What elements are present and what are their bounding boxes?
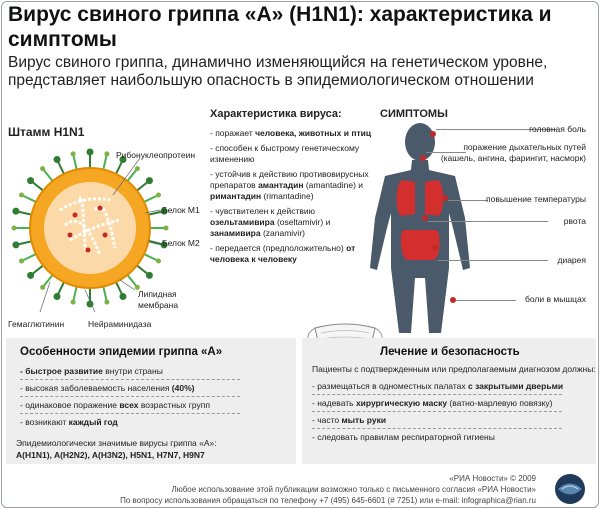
item-bold: мыть руки xyxy=(341,415,387,425)
symptoms-heading: СИМПТОМЫ xyxy=(380,108,448,120)
item-text: - способен к быстрому генетическому изменению xyxy=(210,143,360,164)
protein-dot xyxy=(103,233,108,238)
page-subtitle: Вирус свиного гриппа, динамично изменяющийся на генетическом уровне, представляет наибольшую опасность в эпидемиологическом отношении xyxy=(8,54,548,89)
virus-diagram xyxy=(0,140,210,330)
item-text: - передается (предположительно) xyxy=(210,243,347,253)
item-bold: - быстрое развитие xyxy=(20,366,103,376)
line-fever xyxy=(448,200,488,201)
item-text: - часто xyxy=(312,415,342,425)
virus-spike-head xyxy=(12,241,19,248)
epidemic-viruses-list: A(H1N1), A(H2N2), A(H3N2), H5N1, H7N7, H9N7 xyxy=(16,450,205,460)
label-neuraminidase: Нейраминидаза xyxy=(88,319,152,329)
virus-spike-head xyxy=(27,177,34,184)
epidemic-item xyxy=(20,414,240,430)
symptom-muscle: боли в мышцах xyxy=(525,294,586,304)
item-bold: всех xyxy=(119,400,139,410)
virus-spike-head xyxy=(164,226,169,231)
item-text: - возникают xyxy=(20,417,69,427)
virus-spike-head xyxy=(19,258,24,263)
item-text: (oseltamivir) и xyxy=(274,217,331,227)
line-vomit xyxy=(428,221,548,222)
item-bold: озельтамивира xyxy=(210,217,275,227)
footer-copyright: «РИА Новости» © 2009 xyxy=(449,474,536,483)
treatment-list xyxy=(312,378,562,445)
virus-spike-head xyxy=(146,272,153,279)
item-text: - размещаться в одноместных палатах xyxy=(312,381,468,391)
treatment-item xyxy=(312,412,562,429)
virus-spike-head xyxy=(12,226,17,231)
item-bold: человека, животных и птиц xyxy=(255,128,372,138)
label-lipid-1: Липидная xyxy=(138,289,177,299)
strain-label: Штамм H1N1 xyxy=(8,125,85,139)
page-title: Вирус свиного гриппа «А» (H1N1): характеристика и симптомы xyxy=(8,3,552,51)
treatment-item xyxy=(312,395,562,412)
epidemic-viruses-label: Эпидемиологически значимые вирусы гриппа «А»: xyxy=(16,438,217,448)
symptom-fever: повышение температуры xyxy=(486,194,586,204)
treatment-intro: Пациенты с подтвержденным или предполагаемым диагнозом должны: xyxy=(312,364,596,374)
epidemic-list xyxy=(20,363,240,430)
epidemic-title: Особенности эпидемии гриппа «А» xyxy=(20,346,223,358)
item-text: - поражает xyxy=(210,128,256,138)
label-protein-m2: Белок М2 xyxy=(162,238,200,248)
treatment-title: Лечение и безопасность xyxy=(380,346,520,358)
protein-dot xyxy=(98,206,103,211)
virus-spike-head xyxy=(71,300,76,305)
characteristics-heading: Характеристика вируса: xyxy=(210,108,342,120)
item-text: (amantadine) и xyxy=(303,180,364,190)
virus-spike-head xyxy=(104,151,109,156)
item-text: внутри страны xyxy=(102,366,163,376)
epidemic-item xyxy=(20,363,240,380)
symptom-vomit: рвота xyxy=(563,216,586,226)
item-text: возрастных групп xyxy=(138,400,210,410)
epidemic-item xyxy=(20,397,240,414)
virus-spike-head xyxy=(119,293,126,300)
symptom-headache: головная боль xyxy=(529,124,586,134)
item-bold: от человека к человеку xyxy=(210,243,356,264)
item-text: - высокая заболеваемость населения xyxy=(20,383,172,393)
item-bold: римантадин xyxy=(210,191,262,201)
label-protein-m1: Белок М1 xyxy=(162,205,200,215)
virus-spike-head xyxy=(40,285,45,290)
symptom-diarrhea: диарея xyxy=(557,255,586,265)
protein-dot xyxy=(86,248,91,253)
line-diarrhea xyxy=(438,260,548,261)
footer-line2: Любое использование этой публикации возможно только с письменного согласия «РИА Новости» xyxy=(171,485,536,494)
item-bold: амантадин xyxy=(258,180,304,190)
virus-spike-head xyxy=(27,272,34,279)
item-text: - одинаковое поражение xyxy=(20,400,120,410)
protein-dot xyxy=(68,233,73,238)
ria-logo-icon xyxy=(550,472,590,506)
item-text: (ватно-марлевую повязку) xyxy=(447,398,553,408)
item-bold: с закрытыми дверьми xyxy=(467,381,564,391)
virus-spike-head xyxy=(156,193,161,198)
item-text: - надевать xyxy=(312,398,356,408)
virus-spike-head xyxy=(12,208,19,215)
virus-spike-head xyxy=(146,177,153,184)
virus-spike-head xyxy=(104,300,109,305)
treatment-item xyxy=(312,429,562,445)
virus-spike-head xyxy=(71,151,76,156)
symptom-resp-2: (кашель, ангина, фарингит, насморк) xyxy=(440,153,586,163)
item-bold: хирургическую маску xyxy=(355,398,448,408)
epidemic-item xyxy=(20,380,240,397)
item-text: (zanamivir) xyxy=(260,228,305,238)
item-text: - устойчив к действию противовирусных препаратов xyxy=(210,169,369,190)
virus-inner-core xyxy=(44,182,136,274)
virus-spike-head xyxy=(156,258,161,263)
protein-dot xyxy=(73,213,78,218)
point-throat xyxy=(420,155,426,161)
virus-spike-head xyxy=(40,166,45,171)
label-lipid-2: мембрана xyxy=(138,300,179,310)
line-muscle xyxy=(456,300,516,301)
treatment-item xyxy=(312,378,562,395)
intestines xyxy=(401,230,440,260)
label-hemagglutinin: Гемаглютинин xyxy=(8,319,65,329)
item-text: - следовать правилам респираторной гигиены xyxy=(312,432,495,442)
point-diarrhea xyxy=(432,245,438,251)
virus-spike-head xyxy=(54,156,61,163)
item-bold: занамивира xyxy=(210,228,261,238)
virus-spike-head xyxy=(54,293,61,300)
virus-spike-head xyxy=(135,166,140,171)
point-head xyxy=(430,131,436,137)
item-bold: каждый год xyxy=(68,417,118,427)
footer-line3: По вопросу использования обращаться по телефону +7 (495) 645-6601 (# 7251) или e-mail: infographica@rian.ru xyxy=(120,496,536,505)
label-ribonucleoprotein: Рибонуклеопротеин xyxy=(116,150,196,160)
item-text: - чувствителен к действию xyxy=(210,206,315,216)
virus-spike-head xyxy=(19,193,24,198)
symptom-resp-1: поражение дыхательных путей xyxy=(463,142,586,152)
virus-spike-head xyxy=(87,149,94,156)
body-head xyxy=(405,123,435,161)
item-bold: (40%) xyxy=(171,383,195,393)
item-text: (rimantadine) xyxy=(261,191,314,201)
